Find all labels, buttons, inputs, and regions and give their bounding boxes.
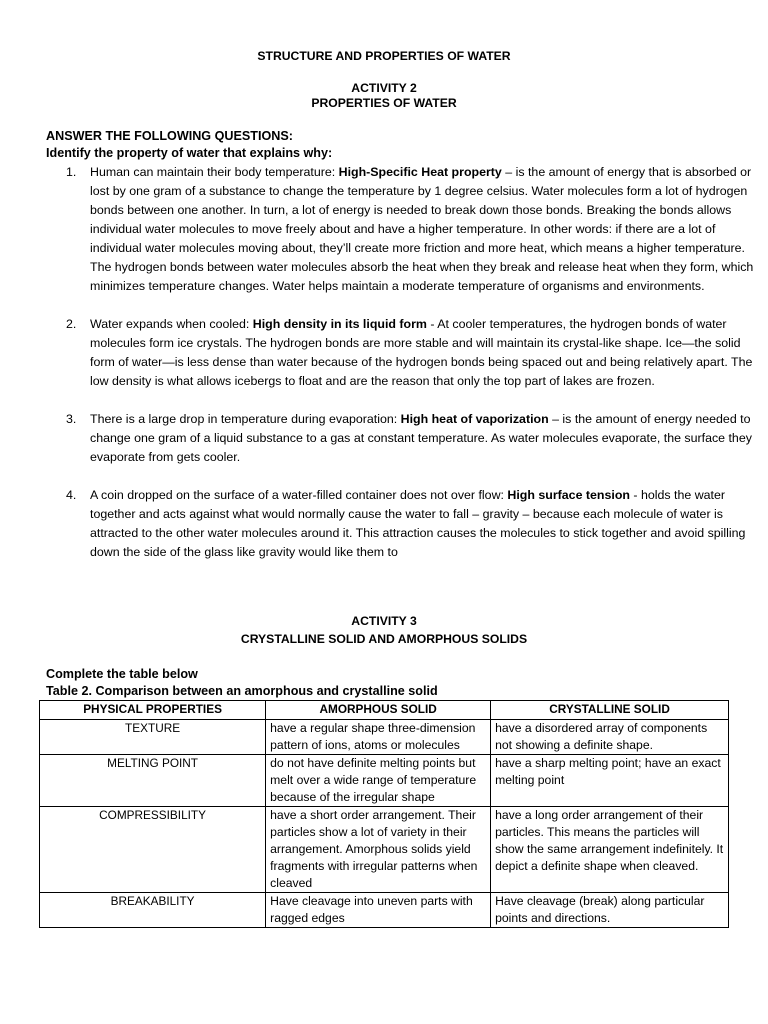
question-item bbox=[66, 163, 762, 296]
question-text: Human can maintain their body temperature: bbox=[90, 165, 339, 179]
property-cell: TEXTURE bbox=[40, 720, 266, 755]
answer-text: High heat of vaporization bbox=[400, 412, 549, 426]
explanation-text: - holds the water together and acts against what would normally cause the water to fall – gravity – because each molecule of water is attracted to the other water molecules around it. This attraction causes the molecules to stick together and avoid spilling down the side of the glass like gravity would like them to bbox=[90, 488, 746, 559]
comparison-table bbox=[39, 700, 729, 928]
amorphous-cell: have a short order arrangement. Their particles show a lot of variety in their arrangement. Amorphous solids yield fragments with irregular patterns when cleaved bbox=[266, 807, 491, 893]
crystalline-cell: have a long order arrangement of their particles. This means the particles will show the same arrangement indefinitely. It depict a definite shape when cleaved. bbox=[491, 807, 729, 893]
activity3-instruction: Complete the table below bbox=[46, 667, 198, 681]
property-cell: BREAKABILITY bbox=[40, 893, 266, 928]
question-text: A coin dropped on the surface of a water-filled container does not over flow: bbox=[90, 488, 508, 502]
property-cell: COMPRESSIBILITY bbox=[40, 807, 266, 893]
document-title: STRUCTURE AND PROPERTIES OF WATER bbox=[257, 49, 511, 63]
question-item bbox=[66, 486, 762, 562]
question-text: There is a large drop in temperature during evaporation: bbox=[90, 412, 401, 426]
header-crystalline-solid: CRYSTALLINE SOLID bbox=[491, 701, 729, 720]
question-number: 1. bbox=[66, 165, 77, 179]
question-item bbox=[66, 315, 762, 391]
table-row bbox=[40, 807, 729, 893]
crystalline-cell: Have cleavage (break) along particular points and directions. bbox=[491, 893, 729, 928]
property-cell: MELTING POINT bbox=[40, 755, 266, 807]
activity2-instruction: ANSWER THE FOLLOWING QUESTIONS: bbox=[46, 129, 293, 143]
crystalline-cell: have a sharp melting point; have an exact melting point bbox=[491, 755, 729, 807]
explanation-text: – is the amount of energy that is absorbed or lost by one gram of a substance to change the temperature by 1 degree celsius. Water molecules form a lot of hydrogen bonds between one another. In turn, a lot of energy is needed to break down those bonds. Breaking the bonds allows individual water molecules to move freely about and have a higher temperature. In other words: if there are a lot of individual water molecules moving about, they’ll create more friction and more heat, which means a higher temperature. The hydrogen bonds between water molecules absorb the heat when they break and release heat when they form, which minimizes temperature changes. Water helps maintain a moderate temperature of organisms and environments. bbox=[90, 165, 754, 293]
table-row bbox=[40, 720, 729, 755]
question-number: 2. bbox=[66, 317, 77, 331]
header-amorphous-solid: AMORPHOUS SOLID bbox=[266, 701, 491, 720]
activity2-heading: ACTIVITY 2 bbox=[351, 81, 417, 95]
activity2-prompt: Identify the property of water that explains why: bbox=[46, 146, 333, 160]
explanation-text: - At cooler temperatures, the hydrogen bonds of water molecules form ice crystals. The hydrogen bonds are more stable and will maintain its crystal-like shape. Ice—the solid form of water—is less dense than water because of the hydrogen bonds being spaced out and being relatively apart. The low density is what allows icebergs to float and are the reason that only the top part of lakes are frozen. bbox=[90, 317, 753, 388]
header-physical-properties: PHYSICAL PROPERTIES bbox=[40, 701, 266, 720]
activity3-heading: ACTIVITY 3 bbox=[351, 614, 417, 628]
question-item bbox=[66, 410, 762, 467]
amorphous-cell: Have cleavage into uneven parts with ragged edges bbox=[266, 893, 491, 928]
question-number: 3. bbox=[66, 412, 77, 426]
answer-text: High-Specific Heat property bbox=[338, 165, 502, 179]
question-number: 4. bbox=[66, 488, 77, 502]
explanation-text: – is the amount of energy needed to change one gram of a liquid substance to a gas at constant temperature. As water molecules evaporate, the surface they evaporate from gets cooler. bbox=[90, 412, 752, 464]
activity3-subheading: CRYSTALLINE SOLID AND AMORPHOUS SOLIDS bbox=[240, 632, 528, 646]
crystalline-cell: have a disordered array of components not showing a definite shape. bbox=[491, 720, 729, 755]
answer-text: High surface tension bbox=[507, 488, 630, 502]
activity2-subheading: PROPERTIES OF WATER bbox=[311, 96, 457, 110]
question-text: Water expands when cooled: bbox=[90, 317, 253, 331]
table-row bbox=[40, 893, 729, 928]
amorphous-cell: have a regular shape three-dimension pattern of ions, atoms or molecules bbox=[266, 720, 491, 755]
answer-text: High density in its liquid form bbox=[252, 317, 427, 331]
table-header-row bbox=[40, 701, 729, 720]
table-caption: Table 2. Comparison between an amorphous and crystalline solid bbox=[46, 684, 438, 698]
question-list bbox=[46, 163, 762, 581]
amorphous-cell: do not have definite melting points but melt over a wide range of temperature because of the irregular shape bbox=[266, 755, 491, 807]
table-row bbox=[40, 755, 729, 807]
